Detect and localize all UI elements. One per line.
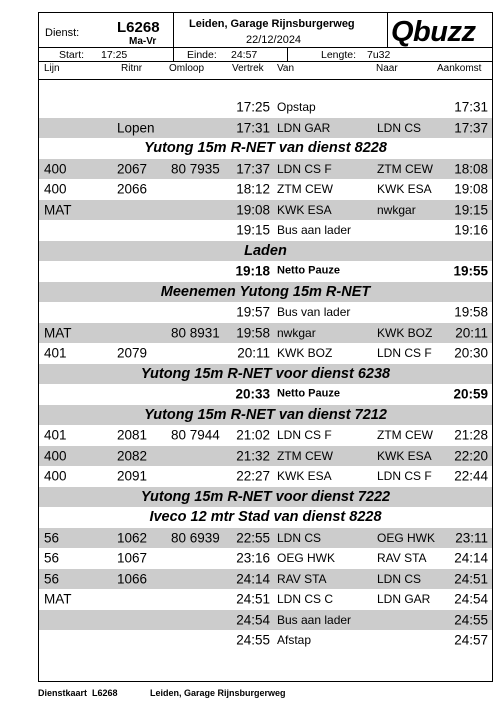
cell-vertrek: 21:02 [236,427,270,443]
cell-van: ZTM CEW [277,182,333,197]
cell-lijn: 400 [44,448,67,463]
cell-lijn: 56 [44,530,60,545]
cell-vertrek: 19:58 [236,325,270,340]
cell-van: LDN CS F [277,428,332,443]
section-title: Meenemen Yutong 15m R-NET [160,283,371,300]
cell-naar: KWK ESA [377,448,432,463]
cell-vertrek: 23:16 [236,550,270,566]
section-title: Laden [244,242,287,259]
duty-card [38,12,493,682]
cell-van: LDN GAR [277,120,331,135]
trip-row [39,466,492,487]
col-ritnr: Ritnr [121,63,143,74]
cell-van: Netto Pauze [277,387,340,400]
column-header-divider [39,79,492,80]
trip-row [39,118,492,139]
cell-vertrek: 19:57 [236,304,270,320]
days-of-week: Ma-Vr [129,36,157,47]
section-row [39,364,492,385]
cell-aankomst: 24:14 [454,550,488,566]
cell-van: Netto Pauze [277,264,340,277]
cell-van: OEG HWK [277,551,336,566]
garage-name: Leiden, Garage Rijnsburgerweg [189,18,355,30]
trip-row [39,528,492,549]
pause-row [39,384,492,405]
trip-row [39,159,492,180]
end-time: 24:57 [231,49,258,61]
cell-naar: ZTM CEW [377,428,433,443]
cell-van: Bus aan lader [277,223,352,238]
trip-row [39,610,492,631]
cell-naar: LDN GAR [377,592,431,607]
cell-ritnr: 1067 [117,550,148,566]
cell-aankomst: 19:08 [454,181,488,197]
cell-aankomst: 20:30 [454,345,488,361]
cell-van: KWK BOZ [277,346,333,361]
pause-row [39,261,492,282]
cell-van: Opstap [277,100,316,115]
cell-vertrek: 19:18 [235,263,270,279]
cell-vertrek: 24:51 [236,591,270,607]
cell-omloop: 80 8931 [171,325,220,340]
trip-row [39,548,492,569]
cell-aankomst: 22:20 [454,448,488,463]
cell-vertrek: 21:32 [236,448,270,463]
col-naar: Naar [376,63,398,74]
section-row [39,405,492,426]
col-lijn: Lijn [44,63,60,74]
cell-vertrek: 20:33 [235,386,270,402]
col-van: Van [277,63,295,74]
cell-van: KWK ESA [277,469,332,484]
cell-naar: nwkgar [377,202,416,217]
cell-aankomst: 21:28 [454,427,488,443]
cell-van: Bus van lader [277,305,351,320]
trip-row [39,97,492,118]
cell-aankomst: 24:54 [454,591,488,607]
cell-lijn: 56 [44,550,60,566]
cell-vertrek: 24:14 [236,571,270,586]
cell-lijn: MAT [44,591,72,607]
end-label: Einde: [187,49,217,61]
cell-aankomst: 24:51 [454,571,488,586]
footer-location: Leiden, Garage Rijnsburgerweg [150,688,286,698]
cell-aankomst: 20:11 [455,325,488,340]
cell-lijn: MAT [44,202,72,217]
cell-naar: RAV STA [377,551,427,566]
cell-vertrek: 17:37 [236,161,270,176]
trip-row [39,200,492,221]
cell-omloop: 80 6939 [171,530,220,545]
section-row [39,282,492,303]
trip-row [39,220,492,241]
cell-aankomst: 19:55 [453,263,488,279]
header-vline-2 [387,13,388,47]
trip-row [39,343,492,364]
cell-vertrek: 19:08 [236,202,270,217]
col-aankomst: Aankomst [437,63,482,74]
cell-aankomst: 17:31 [454,99,488,115]
cell-naar: LDN CS [377,571,422,586]
cell-vertrek: 20:11 [237,345,270,361]
cell-omloop: 80 7944 [171,427,220,443]
section-row [39,241,492,262]
section-row [39,487,492,508]
cell-aankomst: 24:55 [454,612,488,627]
cell-ritnr: 1066 [117,571,148,586]
dienst-label: Dienst: [45,27,80,39]
cell-vertrek: 17:25 [236,99,270,115]
cell-lijn: 401 [44,427,67,443]
cell-naar: LDN CS F [377,469,432,484]
cell-naar: LDN CS [377,120,422,135]
header-vline-4 [287,47,288,61]
cell-vertrek: 24:55 [236,632,270,648]
section-title: Iveco 12 mtr Stad van dienst 8228 [149,509,382,525]
cell-van: LDN CS C [277,592,334,607]
cell-lijn: 401 [44,345,67,361]
duty-date: 22/12/2024 [246,34,302,46]
length-label: Lengte: [321,49,357,61]
cell-naar: OEG HWK [377,530,436,545]
trip-row [39,569,492,590]
header-vline-3 [173,47,174,61]
start-time: 17:25 [101,49,128,61]
cell-vertrek: 19:15 [236,222,270,238]
cell-lijn: 400 [44,468,67,484]
section-title: Yutong 15m R-NET voor dienst 7222 [140,488,391,505]
col-omloop: Omloop [169,63,205,74]
footer-label: Dienstkaart [38,688,88,698]
cell-ritnr: 2079 [117,345,148,361]
cell-van: LDN CS F [277,161,332,176]
section-title: Yutong 15m R-NET van dienst 8228 [144,140,387,156]
cell-ritnr: 2091 [117,468,148,484]
section-row [39,138,492,159]
cell-aankomst: 18:08 [454,161,488,176]
cell-vertrek: 22:27 [236,468,270,484]
col-vertrek: Vertrek [232,63,264,74]
length-value: 7u32 [367,49,391,61]
cell-ritnr: 2082 [117,448,148,463]
start-label: Start: [59,49,85,61]
cell-aankomst: 20:59 [453,386,488,402]
cell-lijn: 56 [44,571,60,586]
cell-van: LDN CS [277,530,322,545]
cell-vertrek: 18:12 [236,181,270,197]
trip-row [39,323,492,344]
dienst-number: L6268 [117,19,160,36]
cell-aankomst: 19:16 [454,222,488,238]
cell-aankomst: 19:15 [454,202,488,217]
cell-naar: LDN CS F [377,346,432,361]
trip-row [39,446,492,467]
cell-aankomst: 24:57 [454,632,488,648]
trip-row [39,630,492,651]
cell-vertrek: 22:55 [236,530,270,545]
cell-vertrek: 24:54 [236,612,270,627]
cell-naar: KWK ESA [377,182,432,197]
qbuzz-logo: Qbuzz [391,16,476,48]
cell-lijn: 400 [44,181,67,197]
cell-van: Bus aan lader [277,612,352,627]
footer-card-id [38,688,118,698]
trip-row [39,302,492,323]
cell-aankomst: 19:58 [454,304,488,320]
trip-row [39,589,492,610]
cell-van: nwkgar [277,325,316,340]
trip-row [39,179,492,200]
cell-vertrek: 17:31 [236,120,270,135]
cell-ritnr: 2066 [117,181,148,197]
cell-lijn: 400 [44,161,67,176]
cell-van: Afstap [277,633,312,648]
cell-van: KWK ESA [277,202,332,217]
cell-ritnr: Lopen [117,120,155,135]
footer-number: L6268 [92,688,118,698]
section-title: Yutong 15m R-NET voor dienst 6238 [140,365,391,382]
header-vline-1 [173,13,174,47]
cell-naar: ZTM CEW [377,161,433,176]
section-title: Yutong 15m R-NET van dienst 7212 [144,406,387,423]
section-row [39,507,492,528]
cell-aankomst: 22:44 [454,468,488,484]
cell-naar: KWK BOZ [377,325,433,340]
trip-row [39,425,492,446]
cell-ritnr: 2081 [117,427,148,443]
cell-omloop: 80 7935 [171,161,220,176]
header-bottom-divider [39,61,492,62]
cell-aankomst: 23:11 [455,530,488,545]
cell-ritnr: 2067 [117,161,148,176]
cell-aankomst: 17:37 [454,120,488,135]
cell-van: RAV STA [277,571,327,586]
cell-van: ZTM CEW [277,448,333,463]
cell-lijn: MAT [44,325,72,340]
cell-ritnr: 1062 [117,530,148,545]
